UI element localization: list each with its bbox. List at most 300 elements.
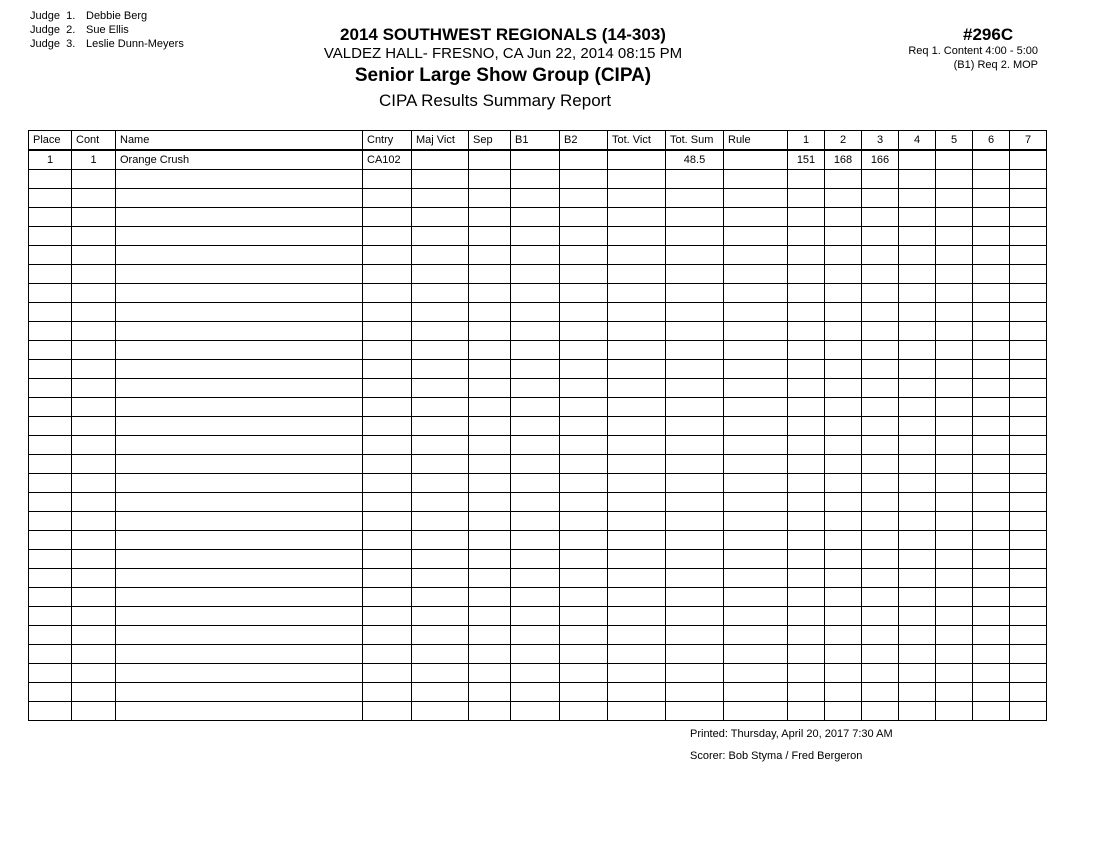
table-cell <box>363 284 412 303</box>
table-cell <box>72 645 116 664</box>
table-cell <box>72 341 116 360</box>
table-cell <box>899 379 936 398</box>
table-cell <box>788 436 825 455</box>
table-cell <box>899 664 936 683</box>
table-cell <box>72 189 116 208</box>
table-cell <box>899 645 936 664</box>
table-cell <box>412 170 469 189</box>
table-cell <box>412 493 469 512</box>
table-cell <box>788 493 825 512</box>
table-cell <box>560 550 608 569</box>
table-cell <box>899 436 936 455</box>
table-cell <box>511 284 560 303</box>
table-cell <box>973 607 1010 626</box>
table-cell <box>724 683 788 702</box>
table-cell <box>560 322 608 341</box>
table-cell <box>363 455 412 474</box>
table-cell <box>29 398 72 417</box>
table-cell <box>469 265 511 284</box>
table-cell <box>608 683 666 702</box>
table-cell <box>29 512 72 531</box>
table-row <box>29 227 1047 246</box>
table-cell <box>973 512 1010 531</box>
col-tot-vict: Tot. Vict <box>608 131 666 151</box>
table-cell <box>666 664 724 683</box>
table-cell <box>412 341 469 360</box>
table-cell <box>29 322 72 341</box>
col-7: 7 <box>1010 131 1047 151</box>
table-cell <box>72 702 116 721</box>
table-cell <box>825 189 862 208</box>
col-cont: Cont <box>72 131 116 151</box>
table-cell <box>899 150 936 170</box>
table-cell <box>1010 303 1047 322</box>
table-cell <box>363 398 412 417</box>
table-cell <box>973 417 1010 436</box>
results-table <box>28 130 1047 721</box>
table-cell <box>724 227 788 246</box>
table-cell <box>608 417 666 436</box>
table-cell <box>862 436 899 455</box>
table-cell <box>29 569 72 588</box>
table-cell <box>1010 702 1047 721</box>
table-cell <box>936 531 973 550</box>
table-cell <box>363 550 412 569</box>
table-cell <box>560 531 608 550</box>
table-cell <box>1010 607 1047 626</box>
table-cell <box>724 360 788 379</box>
table-cell <box>29 227 72 246</box>
table-cell <box>608 569 666 588</box>
table-cell <box>469 531 511 550</box>
table-cell <box>973 664 1010 683</box>
table-cell <box>608 227 666 246</box>
table-cell <box>825 702 862 721</box>
table-cell <box>116 512 363 531</box>
table-cell <box>469 246 511 265</box>
table-cell <box>412 227 469 246</box>
table-cell <box>788 626 825 645</box>
table-cell <box>363 379 412 398</box>
table-cell <box>363 265 412 284</box>
table-cell <box>724 284 788 303</box>
table-cell <box>936 379 973 398</box>
table-cell <box>936 455 973 474</box>
table-cell <box>72 607 116 626</box>
table-cell <box>363 531 412 550</box>
table-cell <box>862 569 899 588</box>
table-cell <box>469 474 511 493</box>
table-cell <box>469 417 511 436</box>
category-title: Senior Large Show Group (CIPA) <box>354 65 652 86</box>
table-cell <box>29 341 72 360</box>
table-cell <box>608 341 666 360</box>
table-cell <box>973 645 1010 664</box>
table-cell <box>560 341 608 360</box>
table-cell <box>469 379 511 398</box>
table-cell: 1 <box>29 150 72 170</box>
table-cell <box>608 360 666 379</box>
table-cell <box>1010 150 1047 170</box>
table-cell <box>1010 189 1047 208</box>
table-cell <box>29 626 72 645</box>
table-cell <box>511 683 560 702</box>
table-cell <box>862 474 899 493</box>
table-cell <box>72 512 116 531</box>
event-title: 2014 SOUTHWEST REGIONALS (14-303) <box>340 25 666 44</box>
table-cell <box>936 626 973 645</box>
table-cell <box>666 493 724 512</box>
table-cell <box>72 626 116 645</box>
table-cell <box>560 208 608 227</box>
table-cell <box>862 227 899 246</box>
col-sep: Sep <box>469 131 511 151</box>
table-cell <box>936 341 973 360</box>
table-cell <box>1010 493 1047 512</box>
table-cell <box>936 569 973 588</box>
table-cell <box>724 417 788 436</box>
table-cell <box>666 588 724 607</box>
table-cell <box>412 569 469 588</box>
table-cell <box>469 322 511 341</box>
table-cell <box>608 265 666 284</box>
table-row <box>29 550 1047 569</box>
table-cell <box>511 702 560 721</box>
table-cell <box>363 303 412 322</box>
table-cell <box>469 588 511 607</box>
table-cell <box>666 607 724 626</box>
table-cell <box>116 493 363 512</box>
col-maj-vict: Maj Vict <box>412 131 469 151</box>
table-cell <box>724 512 788 531</box>
table-cell <box>560 150 608 170</box>
table-cell <box>511 189 560 208</box>
table-cell <box>72 569 116 588</box>
table-cell <box>363 170 412 189</box>
table-cell <box>825 474 862 493</box>
table-cell <box>72 417 116 436</box>
table-cell <box>363 436 412 455</box>
table-cell <box>116 189 363 208</box>
table-cell <box>936 227 973 246</box>
table-cell <box>412 284 469 303</box>
table-cell <box>363 645 412 664</box>
table-cell <box>29 664 72 683</box>
table-cell <box>724 379 788 398</box>
table-row <box>29 189 1047 208</box>
table-cell <box>412 150 469 170</box>
table-cell <box>412 265 469 284</box>
table-cell <box>825 303 862 322</box>
table-cell <box>973 683 1010 702</box>
col-name: Name <box>116 131 363 151</box>
table-row <box>29 569 1047 588</box>
table-cell <box>29 303 72 322</box>
table-cell <box>116 360 363 379</box>
table-cell <box>1010 208 1047 227</box>
table-cell <box>1010 379 1047 398</box>
table-cell <box>412 626 469 645</box>
table-cell: 1 <box>72 150 116 170</box>
table-cell <box>29 189 72 208</box>
table-cell <box>116 455 363 474</box>
table-cell <box>511 512 560 531</box>
table-cell <box>825 436 862 455</box>
table-cell <box>1010 683 1047 702</box>
table-cell <box>899 550 936 569</box>
table-cell <box>724 550 788 569</box>
table-cell <box>511 265 560 284</box>
table-cell: 166 <box>862 150 899 170</box>
table-cell <box>862 588 899 607</box>
table-cell <box>412 417 469 436</box>
table-cell <box>862 702 899 721</box>
table-cell <box>412 455 469 474</box>
table-row <box>29 208 1047 227</box>
col-4: 4 <box>899 131 936 151</box>
table-cell <box>363 626 412 645</box>
table-cell <box>560 493 608 512</box>
table-cell <box>116 265 363 284</box>
table-cell <box>666 683 724 702</box>
table-cell <box>724 474 788 493</box>
table-row <box>29 322 1047 341</box>
table-cell <box>72 550 116 569</box>
table-row <box>29 246 1047 265</box>
table-cell <box>825 398 862 417</box>
table-cell <box>666 189 724 208</box>
table-cell <box>560 170 608 189</box>
table-cell <box>363 512 412 531</box>
table-cell <box>788 284 825 303</box>
table-cell <box>862 284 899 303</box>
requirement-line: Req 1. Content 4:00 - 5:00 <box>908 45 1038 57</box>
table-cell <box>788 227 825 246</box>
table-cell <box>973 227 1010 246</box>
table-cell <box>412 607 469 626</box>
table-cell <box>936 208 973 227</box>
table-cell <box>608 455 666 474</box>
table-cell <box>973 170 1010 189</box>
table-cell <box>608 474 666 493</box>
table-cell <box>469 664 511 683</box>
table-cell <box>724 322 788 341</box>
table-cell <box>363 322 412 341</box>
table-cell <box>862 531 899 550</box>
table-row <box>29 493 1047 512</box>
table-cell: 151 <box>788 150 825 170</box>
table-cell <box>511 227 560 246</box>
table-cell <box>936 360 973 379</box>
table-cell <box>363 189 412 208</box>
table-cell <box>1010 265 1047 284</box>
table-cell <box>363 683 412 702</box>
table-cell <box>560 284 608 303</box>
table-cell <box>899 398 936 417</box>
table-cell <box>72 493 116 512</box>
table-cell <box>936 474 973 493</box>
table-cell <box>412 379 469 398</box>
table-cell <box>788 379 825 398</box>
table-cell <box>862 683 899 702</box>
table-cell <box>560 417 608 436</box>
table-cell <box>666 531 724 550</box>
table-cell <box>973 455 1010 474</box>
table-cell <box>363 493 412 512</box>
table-cell <box>724 303 788 322</box>
table-cell <box>724 246 788 265</box>
table-cell <box>1010 550 1047 569</box>
table-cell <box>825 170 862 189</box>
table-cell <box>72 455 116 474</box>
table-cell <box>72 360 116 379</box>
table-cell <box>511 664 560 683</box>
table-cell <box>116 436 363 455</box>
table-cell <box>608 702 666 721</box>
table-cell <box>825 588 862 607</box>
table-cell <box>666 417 724 436</box>
table-cell <box>788 170 825 189</box>
col-tot-sum: Tot. Sum <box>666 131 724 151</box>
table-cell <box>825 341 862 360</box>
table-cell <box>973 360 1010 379</box>
table-cell <box>899 474 936 493</box>
table-cell <box>825 246 862 265</box>
table-cell <box>936 436 973 455</box>
table-cell <box>469 683 511 702</box>
table-cell <box>29 360 72 379</box>
table-cell <box>936 246 973 265</box>
table-cell <box>825 322 862 341</box>
table-cell <box>825 227 862 246</box>
table-cell <box>973 208 1010 227</box>
table-cell <box>29 531 72 550</box>
table-cell <box>511 341 560 360</box>
table-cell <box>1010 531 1047 550</box>
table-cell <box>72 265 116 284</box>
table-cell <box>560 455 608 474</box>
table-cell <box>825 417 862 436</box>
table-cell <box>608 379 666 398</box>
table-cell <box>363 417 412 436</box>
table-cell <box>608 531 666 550</box>
table-cell <box>788 417 825 436</box>
table-cell <box>666 303 724 322</box>
table-cell <box>788 303 825 322</box>
table-cell <box>560 398 608 417</box>
table-cell <box>560 683 608 702</box>
table-cell <box>511 436 560 455</box>
table-cell <box>825 379 862 398</box>
table-cell <box>973 626 1010 645</box>
table-cell <box>29 417 72 436</box>
table-row <box>29 360 1047 379</box>
table-cell <box>899 455 936 474</box>
table-cell <box>862 379 899 398</box>
col-b1: B1 <box>511 131 560 151</box>
table-cell <box>469 512 511 531</box>
table-cell <box>788 322 825 341</box>
table-cell <box>862 550 899 569</box>
table-cell <box>936 265 973 284</box>
table-cell <box>973 189 1010 208</box>
table-cell <box>511 170 560 189</box>
table-cell <box>511 569 560 588</box>
table-cell <box>899 170 936 189</box>
table-cell <box>1010 322 1047 341</box>
table-cell <box>412 512 469 531</box>
table-cell <box>788 607 825 626</box>
table-cell <box>1010 398 1047 417</box>
table-cell <box>788 341 825 360</box>
table-cell <box>899 626 936 645</box>
table-cell <box>608 303 666 322</box>
table-cell <box>666 227 724 246</box>
table-cell <box>469 284 511 303</box>
table-cell <box>973 284 1010 303</box>
table-cell <box>973 550 1010 569</box>
table-row <box>29 702 1047 721</box>
table-cell <box>29 645 72 664</box>
table-cell <box>116 683 363 702</box>
table-cell <box>412 360 469 379</box>
table-cell <box>511 322 560 341</box>
table-cell <box>825 645 862 664</box>
table-cell <box>973 379 1010 398</box>
table-cell <box>511 550 560 569</box>
table-cell <box>724 607 788 626</box>
table-cell <box>899 588 936 607</box>
table-cell <box>469 170 511 189</box>
table-cell <box>608 170 666 189</box>
table-cell <box>511 626 560 645</box>
table-cell <box>899 702 936 721</box>
table-cell <box>560 360 608 379</box>
table-cell <box>608 284 666 303</box>
table-cell <box>412 436 469 455</box>
table-cell <box>899 189 936 208</box>
table-cell <box>560 227 608 246</box>
table-cell <box>666 398 724 417</box>
table-cell <box>608 512 666 531</box>
table-cell <box>29 246 72 265</box>
table-cell <box>973 303 1010 322</box>
table-cell <box>825 607 862 626</box>
table-row <box>29 664 1047 683</box>
table-cell <box>29 474 72 493</box>
table-cell <box>1010 455 1047 474</box>
table-cell: 168 <box>825 150 862 170</box>
table-cell <box>608 626 666 645</box>
table-cell <box>666 360 724 379</box>
table-row <box>29 284 1047 303</box>
table-cell <box>936 664 973 683</box>
table-cell <box>412 550 469 569</box>
col-cntry: Cntry <box>363 131 412 151</box>
table-cell <box>936 284 973 303</box>
col-judge-3: 3 <box>862 131 899 151</box>
table-cell <box>1010 341 1047 360</box>
table-cell <box>511 246 560 265</box>
table-cell <box>899 284 936 303</box>
table-cell <box>29 284 72 303</box>
table-cell <box>936 398 973 417</box>
table-cell <box>116 398 363 417</box>
table-cell <box>608 664 666 683</box>
table-cell <box>666 284 724 303</box>
table-cell <box>560 626 608 645</box>
col-6: 6 <box>973 131 1010 151</box>
